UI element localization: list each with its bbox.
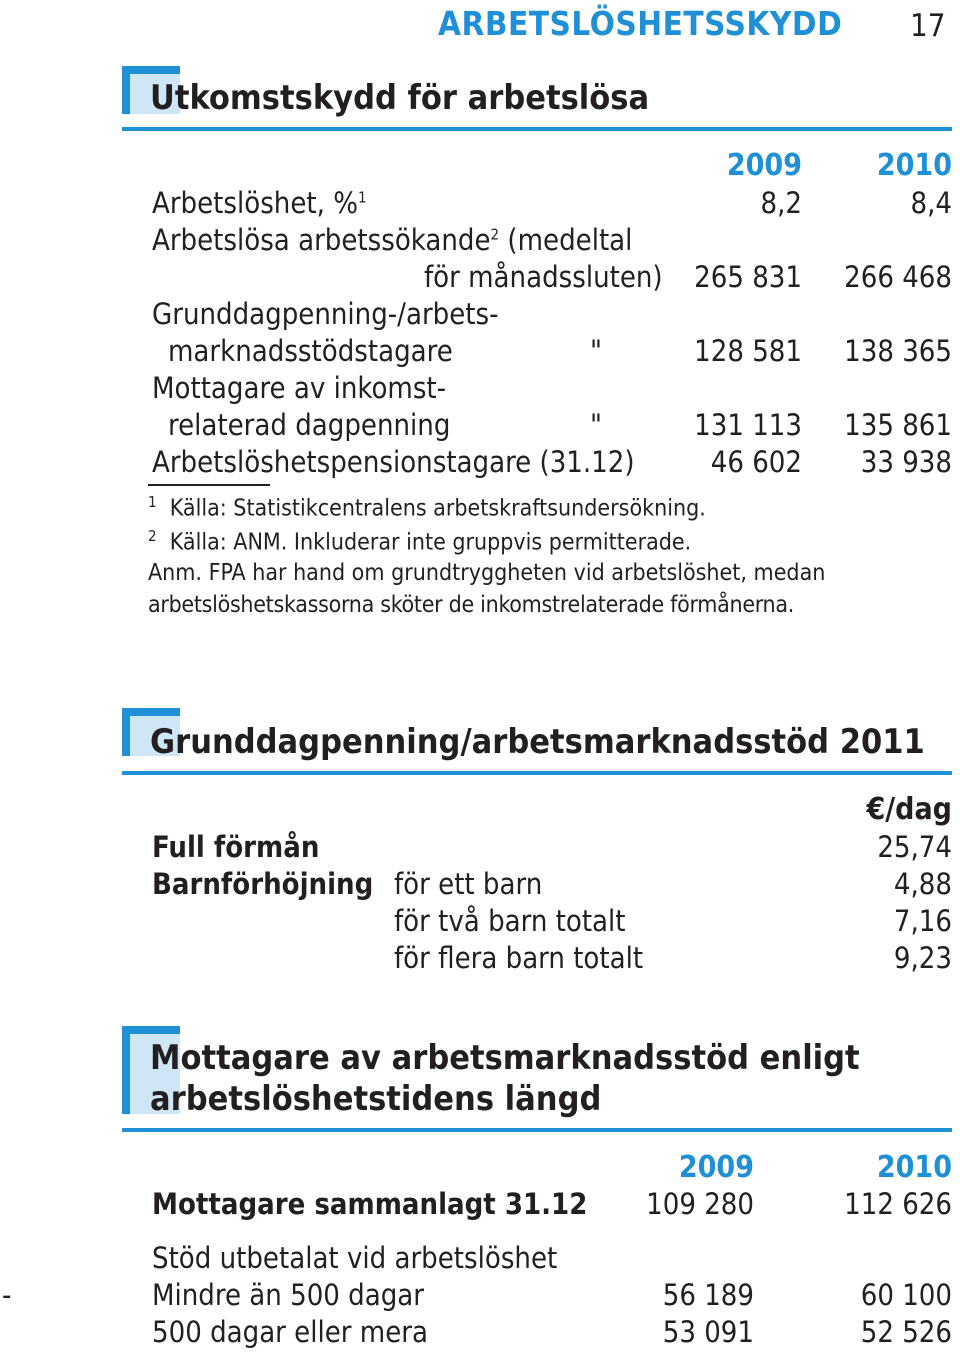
- row-label-jobseekers: Arbetslösa arbetssökande$^2$ (medeltal: [152, 223, 633, 257]
- row-label-unemployment: Arbetslöshet, %$^1$: [152, 186, 367, 220]
- value-2009: 8,2: [760, 186, 802, 220]
- running-title: ARBETSLÖSHETSSKYDD: [438, 4, 843, 43]
- section-title-income: Utkomstskydd för arbetslösa: [150, 78, 650, 118]
- section-title-labour-market-line2: arbetslöshetstidens längd: [150, 1079, 602, 1119]
- value-2010: 266 468: [844, 260, 952, 294]
- value-2009: 131 113: [694, 408, 802, 442]
- duration-row-label: 500 dagar eller mera: [152, 1315, 428, 1349]
- total-recipients-label: Mottagare sammanlagt 31.12: [152, 1187, 588, 1221]
- duration-row-label: Mindre än 500 dagar: [152, 1278, 425, 1312]
- child-row-label: för flera barn totalt: [394, 941, 644, 975]
- col-header-2010: 2010: [876, 148, 952, 183]
- total-2010: 112 626: [844, 1187, 952, 1221]
- page-number: 17: [910, 8, 946, 44]
- section-rule: [122, 127, 952, 131]
- section-rule: [122, 1128, 952, 1132]
- footnote-2: $^2$ Källa: ANM. Inkluderar inte gruppvis permitterade.: [148, 527, 692, 556]
- value-2009: 265 831: [694, 260, 802, 294]
- footnote-1: $^1$ Källa: Statistikcentralens arbetskraftsundersökning.: [148, 493, 706, 522]
- total-2009: 109 280: [646, 1187, 754, 1221]
- child-row-label: för ett barn: [394, 867, 543, 901]
- margin-mark: -: [2, 1278, 12, 1312]
- duration-subheading: Stöd utbetalat vid arbetslöshet: [152, 1241, 558, 1275]
- row-label-earnings-related: Mottagare av inkomst-: [152, 371, 447, 405]
- child-row-value: 4,88: [893, 867, 952, 901]
- ditto-mark: ": [590, 334, 602, 368]
- unit-label: €/dag: [866, 792, 952, 827]
- duration-value-2010: 52 526: [860, 1315, 952, 1349]
- duration-value-2010: 60 100: [860, 1278, 952, 1312]
- child-row-label: för två barn totalt: [394, 904, 626, 938]
- col-header-2009: 2009: [678, 1150, 754, 1185]
- row-label-earnings-related-cont: relaterad dagpenning: [168, 408, 451, 442]
- col-header-2010: 2010: [876, 1150, 952, 1185]
- value-2009: 46 602: [710, 445, 802, 479]
- child-row-value: 7,16: [893, 904, 952, 938]
- full-benefit-value: 25,74: [877, 830, 952, 864]
- row-label-pension: Arbetslöshetspensionstagare (31.12): [152, 445, 635, 479]
- section-rule: [122, 771, 952, 775]
- full-benefit-label: Full förmån: [152, 830, 320, 864]
- value-2010: 135 861: [844, 408, 952, 442]
- remark-line-1: Anm. FPA har hand om grundtryggheten vid arbetslöshet, medan: [148, 560, 826, 586]
- row-label-jobseekers-cont: för månadssluten): [424, 260, 663, 294]
- value-2009: 128 581: [694, 334, 802, 368]
- value-2010: 8,4: [910, 186, 952, 220]
- child-increase-label: Barnförhöjning: [152, 867, 374, 901]
- section-title-basic-allowance: Grunddagpenning/arbetsmarknadsstöd 2011: [150, 722, 925, 762]
- row-label-basic-allowance-cont: marknadsstödstagare: [168, 334, 453, 368]
- row-label-basic-allowance: Grunddagpenning-/arbets-: [152, 297, 499, 331]
- duration-value-2009: 53 091: [662, 1315, 754, 1349]
- child-row-value: 9,23: [893, 941, 952, 975]
- value-2010: 33 938: [860, 445, 952, 479]
- ditto-mark: ": [590, 408, 602, 442]
- duration-value-2009: 56 189: [662, 1278, 754, 1312]
- footnote-rule: [148, 484, 270, 486]
- value-2010: 138 365: [844, 334, 952, 368]
- section-title-labour-market-line1: Mottagare av arbetsmarknadsstöd enligt: [150, 1038, 860, 1078]
- remark-line-2: arbetslöshetskassorna sköter de inkomstrelaterade förmånerna.: [148, 592, 795, 618]
- col-header-2009: 2009: [726, 148, 802, 183]
